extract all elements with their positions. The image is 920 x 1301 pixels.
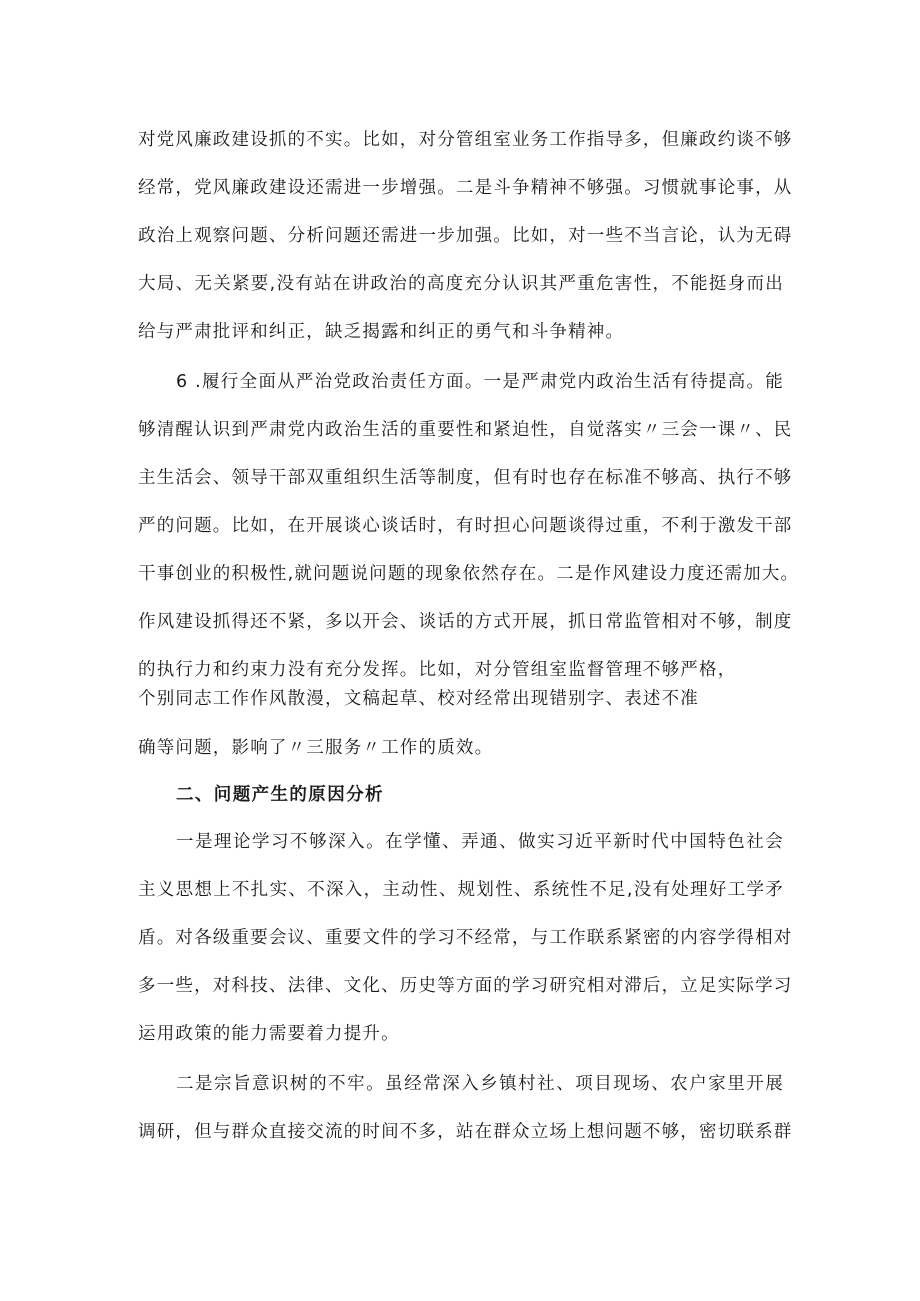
text-line: 个别同志工作作风散漫，文稿起草、校对经常出现错别字、表述不准 <box>138 689 699 709</box>
paragraph-start-line: 二是宗旨意识树的不牢。虽经常深入乡镇村社、项目现场、农户家里开展 <box>176 1074 784 1094</box>
text-line: 盾。对各级重要会议、重要文件的学习不经常，与工作联系紧密的内容学得相对 <box>138 928 793 948</box>
text-line: 大局、无关紧要,没有站在讲政治的高度充分认识其严重危害性，不能挺身而出 <box>138 274 784 294</box>
paragraph-start-line: 一是理论学习不够深入。在学懂、弄通、做实习近平新时代中国特色社会 <box>176 832 784 852</box>
text-line: 多一些，对科技、法律、文化、历史等方面的学习研究相对滞后，立足实际学习 <box>138 976 793 996</box>
text-line: 主生活会、领导干部双重组织生活等制度，但有时也存在标准不够高、执行不够 <box>138 468 793 488</box>
text-line: 经常，党风廉政建设还需进一步增强。二是斗争精神不够强。习惯就事论事，从 <box>138 178 793 198</box>
text-line: 严的问题。比如，在开展谈心谈话时，有时担心问题谈得过重，不利于激发干部 <box>138 516 793 536</box>
text-line: 对党风廉政建设抓的不实。比如，对分管组室业务工作指导多，但廉政约谈不够 <box>138 130 793 150</box>
text-line: 确等问题，影响了〃三服务〃工作的质效。 <box>138 738 494 758</box>
text-line: 主义思想上不扎实、不深入，主动性、规划性、系统性不足,没有处理好工学矛 <box>138 880 784 900</box>
text-line: 给与严肃批评和纠正，缺乏揭露和纠正的勇气和斗争精神。 <box>138 322 625 342</box>
text-line: 调研，但与群众直接交流的时间不多，站在群众立场上想问题不够，密切联系群 <box>138 1122 793 1142</box>
text-line: 的执行力和约束力没有充分发挥。比如，对分管组室监督管理不够严格， <box>138 660 737 680</box>
text-line: 政治上观察问题、分析问题还需进一步加强。比如，对一些不当言论，认为无碍 <box>138 226 793 246</box>
paragraph-start-line: 6 .履行全面从严治党政治责任方面。一是严肃党内政治生活有待提高。能 <box>176 372 784 392</box>
text-line: 作风建设抓得还不紧，多以开会、谈话的方式开展，抓日常监管相对不够，制度 <box>138 612 793 632</box>
section-heading: 二、问题产生的原因分析 <box>176 785 384 805</box>
text-line: 运用政策的能力需要着力提升。 <box>138 1024 400 1044</box>
text-line: 干事创业的积极性,就问题说问题的现象依然存在。二是作风建设力度还需加大。 <box>138 564 800 584</box>
text-line: 够清醒认识到严肃党内政治生活的重要性和紧迫性，自觉落实〃三会一课〃、民 <box>138 420 793 440</box>
